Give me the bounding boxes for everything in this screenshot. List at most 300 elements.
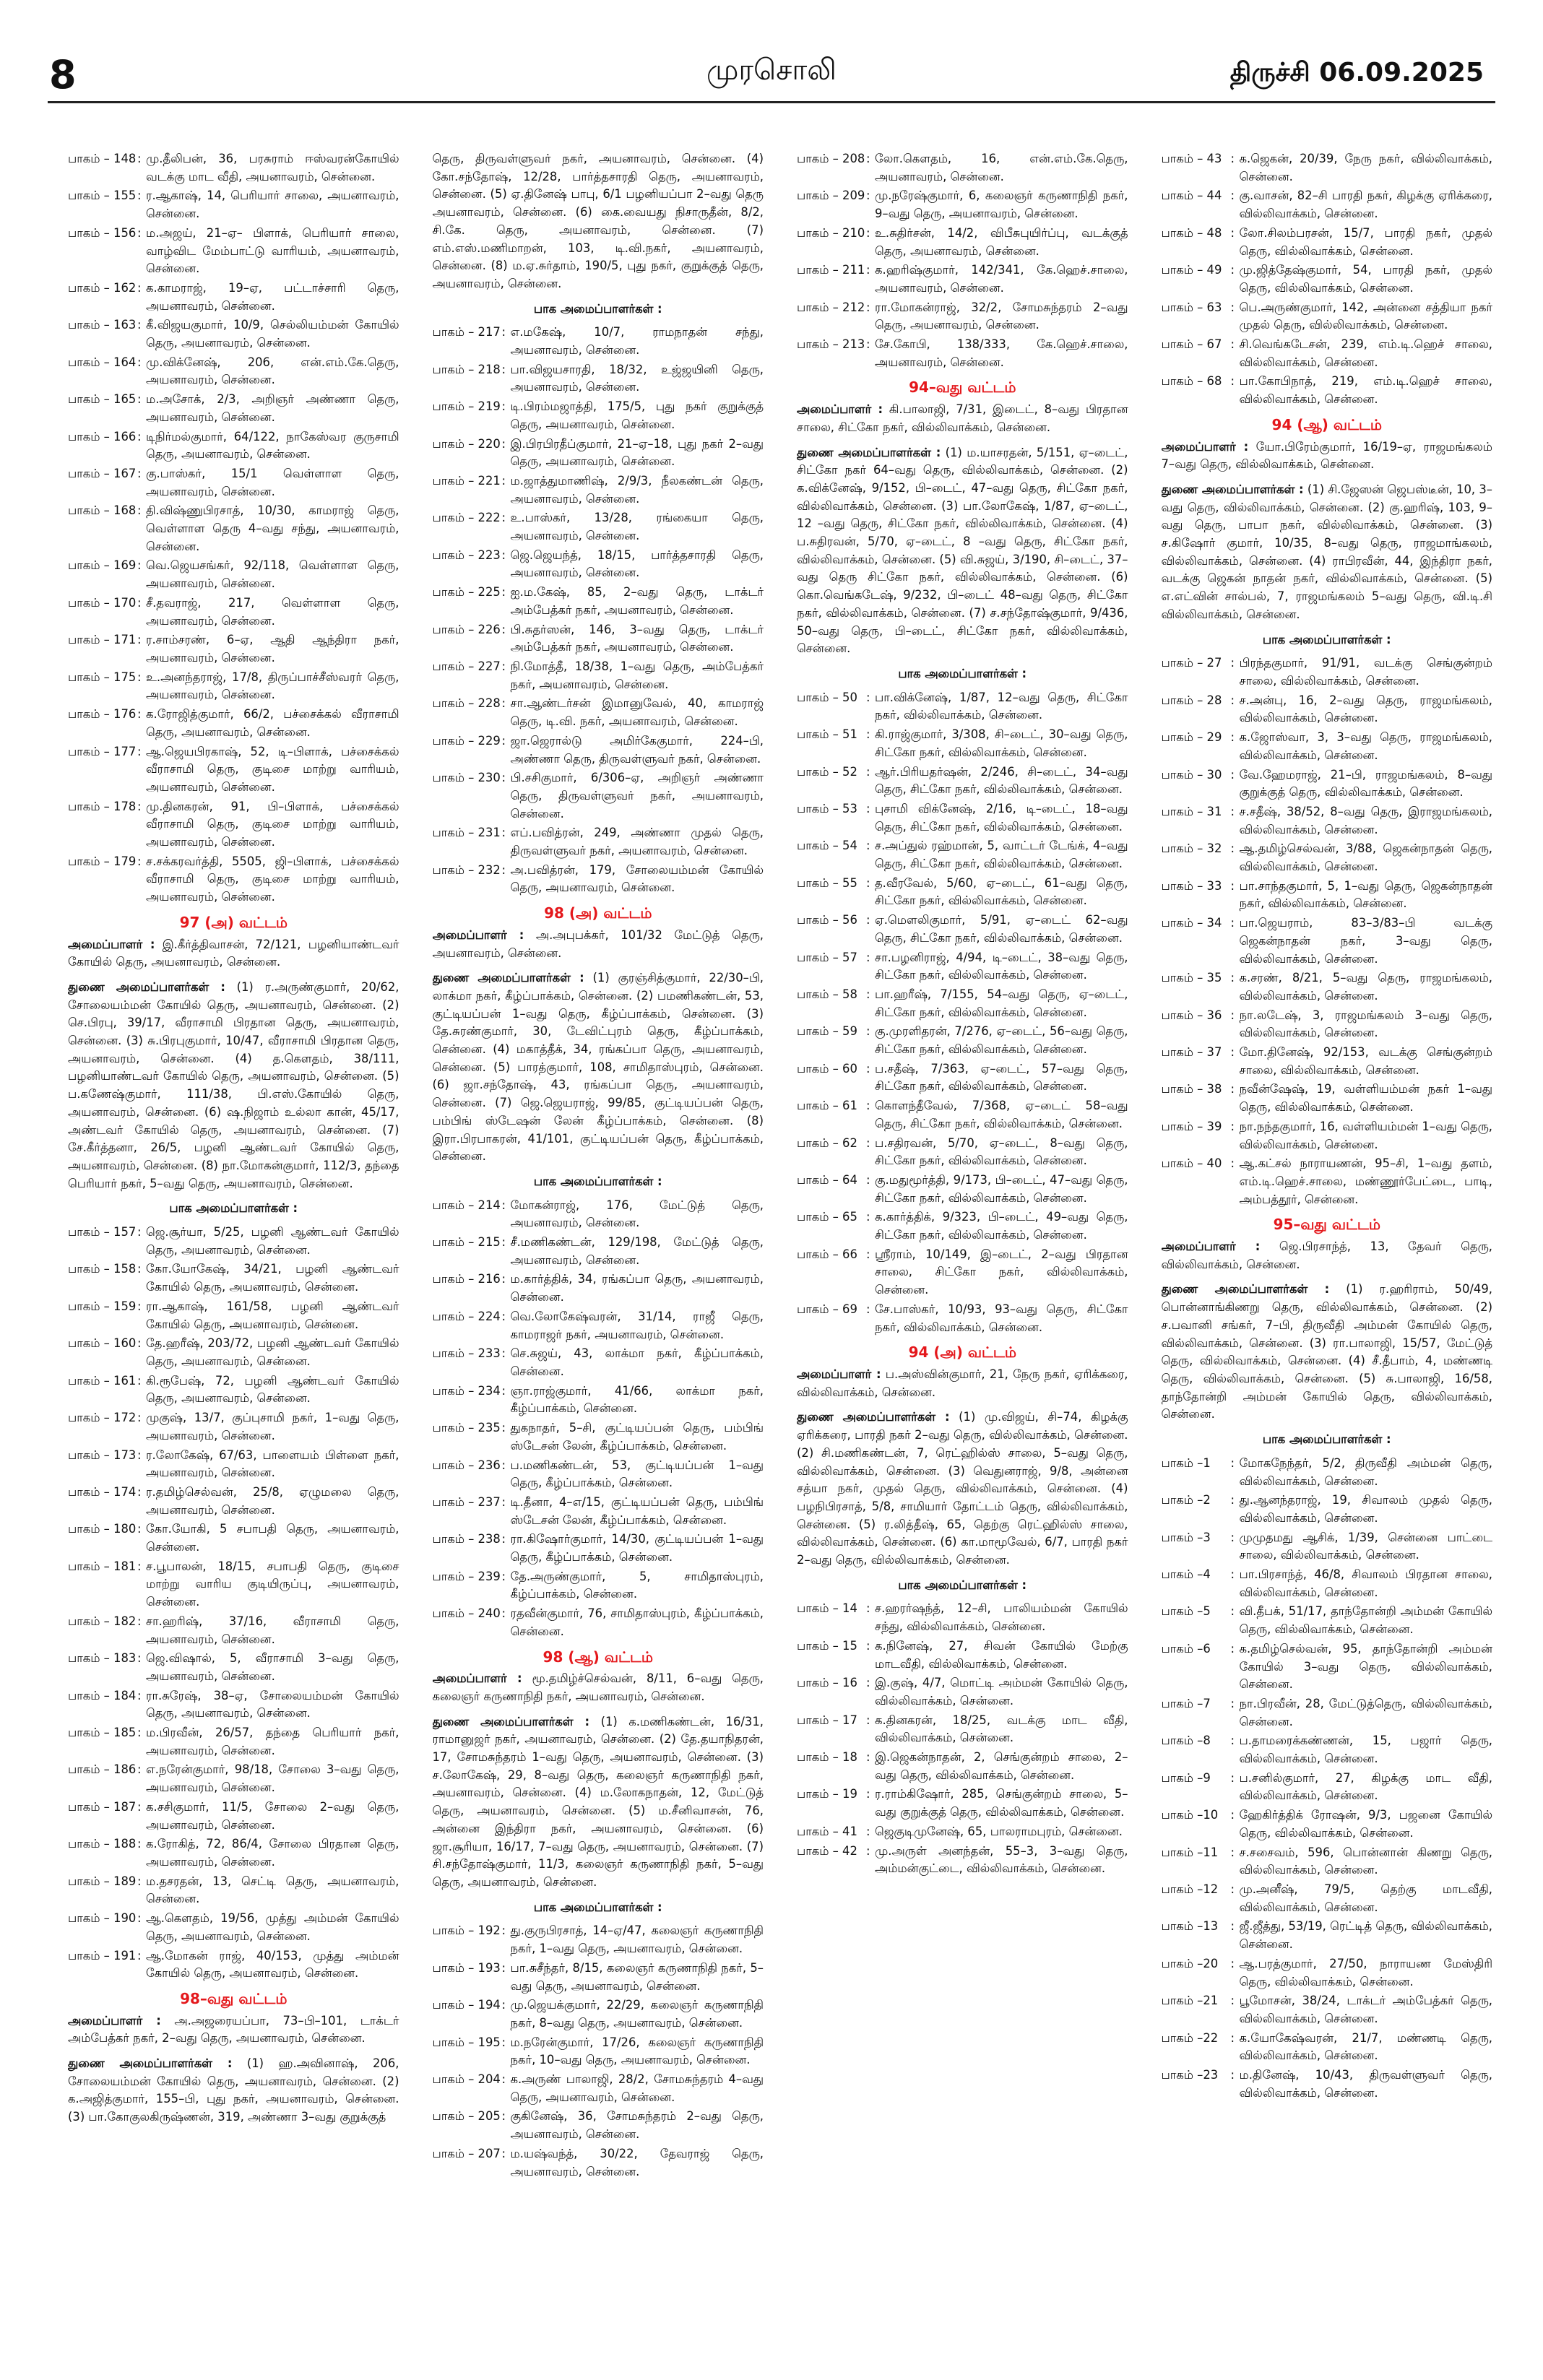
- label-colon: :: [501, 511, 506, 525]
- label-colon: :: [137, 744, 142, 758]
- booth-entry: [433, 1494, 764, 1529]
- label-colon: :: [501, 585, 506, 600]
- ward-heading: 98 (ஆ) வட்டம்: [543, 1648, 653, 1666]
- booth-label: பாகம் – 177: [68, 744, 137, 758]
- booth-label: பாகம் – 51: [797, 727, 857, 742]
- label-colon: :: [137, 1651, 142, 1666]
- organiser-role-label: துணை அமைப்பாளர்கள் :: [68, 2056, 233, 2071]
- label-colon: :: [1230, 225, 1235, 240]
- organiser-paragraph: [1162, 1281, 1493, 1424]
- booth-entry: [1162, 766, 1493, 802]
- booth-label: பாகம் – 166: [68, 429, 137, 443]
- booth-entry: [797, 1060, 1128, 1096]
- booth-entry: [1162, 1529, 1493, 1565]
- booth-entry: [797, 1172, 1128, 1207]
- booth-detail: பா.கோபிநாத், 219, எம்.டி.ஹெச் சாலை, வில்லிவாக்கம், சென்னை.: [1239, 374, 1492, 407]
- ward-heading: 98 (அ) வட்டம்: [544, 904, 652, 922]
- booth-label: பாகம் – 67: [1161, 337, 1222, 352]
- organiser-paragraph: [68, 936, 399, 972]
- booth-label: பாகம் –7: [1161, 1696, 1211, 1710]
- booth-label: பாகம் – 63: [1161, 300, 1222, 314]
- continued-paragraph: தெரு, திருவள்ளுவர் நகர், அயனாவரம், சென்னை. (4) கோ.சந்தோஷ், 12/28, பார்த்தசாரதி தெரு, அயனாவரம், சென்னை. (5) ஏ.தினேஷ் பாபு, 6/1 பழனியப்பா 2–வது தெரு அயனாவரம், சென்னை. (6) கை.வையது நிசாருதீன், 8/2, சி.கே. தெரு, அயனாவரம், சென்னை. (7) எம்.எஸ்.மணிமாறன், 103, டி.வி.நகர், அயனாவரம், சென்னை. (8) ம.ஏ.சுர்தாம், 190/5, புது நகர், குறுக்குத் தெரு, அயனாவரம், சென்னை.: [432, 152, 764, 290]
- booth-label: பாகம் – 234: [432, 1383, 501, 1398]
- booth-detail: முமுதமது ஆசிக், 1/39, சென்னை பாட்டை சாலை, வில்லிவாக்கம், சென்னை.: [1239, 1530, 1492, 1562]
- booth-entry: [1162, 1695, 1493, 1731]
- booth-label: பாகம் – 238: [432, 1532, 501, 1546]
- booth-detail: ச.ஹரர்ஷந்த், 12–சி, பாலியம்மன் கோயில் சந்து, வில்லிவாக்கம், சென்னை.: [875, 1601, 1128, 1634]
- booth-entry: [797, 1208, 1128, 1244]
- booth-label: பாகம் – 213: [797, 337, 865, 352]
- label-colon: :: [866, 300, 870, 314]
- label-colon: :: [137, 466, 142, 480]
- booth-label: பாகம் – 58: [797, 987, 857, 1001]
- label-colon: :: [1230, 1808, 1235, 1822]
- booth-label: பாகம் – 35: [1161, 971, 1222, 985]
- booth-entry: [68, 1447, 399, 1482]
- booth-label: பாகம் –1: [1161, 1455, 1211, 1470]
- organiser-role-label: அமைப்பாளர் :: [797, 1367, 881, 1381]
- label-colon: :: [866, 1210, 870, 1224]
- organiser-role-label: அமைப்பாளர் :: [68, 937, 155, 951]
- masthead-title: முரசொலி: [706, 53, 837, 87]
- booth-detail: ம.தினேஷ், 10/43, திருவள்ளுவர் தெரு, வில்லிவாக்கம், சென்னை.: [1239, 2068, 1492, 2100]
- booth-label: பாகம் – 56: [797, 913, 857, 927]
- booth-detail: சா.ஹரிஷ், 37/16, வீராசாமி தெரு, அயனாவரம், சென்னை.: [146, 1614, 399, 1646]
- booth-entry: [1162, 225, 1493, 260]
- booth-label: பாகம் – 156: [68, 225, 137, 240]
- booth-detail: ரா.ஆகாஷ், 161/58, பழனி ஆண்டவர் கோயில் தெரு, அயனாவரம், சென்னை.: [146, 1299, 399, 1331]
- booth-entry: [433, 2034, 764, 2069]
- booth-detail: பி.சசிகுமார், 6/306–ஏ, அறிஞர் அண்ணா தெரு, திருவள்ளுவர் நகர், அயனாவரம், சென்னை.: [510, 771, 764, 821]
- label-colon: :: [866, 1787, 870, 1801]
- booth-entry: [1162, 1044, 1493, 1079]
- booth-detail: சா.பழனிராஜ், 4/94, டி–டைட், 38–வது தெரு, சிட்கோ நகர், வில்லிவாக்கம், சென்னை.: [875, 950, 1128, 982]
- organiser-paragraph: [1162, 481, 1493, 624]
- booth-label: பாகம் – 165: [68, 392, 137, 407]
- booth-detail: ர.ராம்கிஷோர், 285, செங்குன்றம் சாலை, 5–வது குறுக்குத் தெரு, வில்லிவாக்கம், சென்னை.: [875, 1787, 1128, 1819]
- booth-label: பாகம் – 215: [432, 1235, 501, 1250]
- booth-entry: [433, 2108, 764, 2143]
- ward-heading: 94 (அ) வட்டம்: [908, 1343, 1016, 1362]
- booth-label: பாகம் – 15: [797, 1638, 857, 1653]
- booth-detail: வே.ஹேமராஜ், 21–பி, ராஜமங்கலம், 8–வது குறுக்குத் தெரு, வில்லிவாக்கம், சென்னை.: [1239, 767, 1492, 800]
- booth-label: பாகம் – 48: [1161, 225, 1222, 240]
- booth-label: பாகம் – 170: [68, 595, 137, 610]
- organiser-role-label: துணை அமைப்பாளர்கள் :: [797, 1410, 950, 1424]
- organiser-detail: அ.அபுபக்கர், 101/32 மேட்டுத் தெரு, அயனாவரம், சென்னை.: [432, 927, 764, 960]
- booth-label: பாகம் – 30: [1161, 767, 1222, 782]
- booth-organisers-subheading: பாக அமைப்பாளர்கள் :: [1262, 1432, 1391, 1447]
- booth-entry: [1162, 187, 1493, 222]
- label-colon: :: [137, 1411, 142, 1425]
- label-colon: :: [1230, 1770, 1235, 1785]
- booth-detail: க.தினகரன், 18/25, வடக்கு மாட வீதி, வில்லிவாக்கம், சென்னை.: [875, 1713, 1128, 1745]
- label-colon: :: [501, 1309, 506, 1323]
- booth-entry: [1162, 878, 1493, 913]
- booth-label: பாகம் – 220: [432, 436, 501, 451]
- booth-entry: [797, 800, 1128, 836]
- booth-label: பாகம் – 160: [68, 1336, 137, 1351]
- booth-label: பாகம் – 210: [797, 225, 865, 240]
- booth-entry: [68, 1260, 399, 1296]
- booth-detail: கோ.யோகி, 5 சபாபதி தெரு, அயனாவரம், சென்னை.: [146, 1522, 399, 1554]
- label-colon: :: [137, 189, 142, 203]
- booth-organisers-subheading: பாக அமைப்பாளர்கள் :: [533, 301, 662, 316]
- organiser-detail: ப.அஸ்வின்குமார், 21, நேரு நகர், ஏரிக்கரை, வில்லிவாக்கம், சென்னை.: [797, 1367, 1128, 1399]
- booth-entry: [797, 1712, 1128, 1747]
- booth-entry: [68, 669, 399, 704]
- booth-detail: கொளந்தீவேல், 7/368, ஏ–டைட் 58–வது தெரு, சிட்கோ நகர், வில்லிவாக்கம், சென்னை.: [875, 1099, 1128, 1130]
- label-colon: :: [137, 707, 142, 722]
- booth-detail: ம.பிரவீன், 26/57, தந்தை பெரியார் நகர், அயனாவரம், சென்னை.: [146, 1726, 399, 1757]
- booth-detail: குகினேஷ், 36, சோமசுந்தரம் 2–வது தெரு, அயனாவரம், சென்னை.: [510, 2109, 764, 2142]
- booth-entry: [68, 798, 399, 852]
- label-colon: :: [1230, 1567, 1235, 1582]
- booth-detail: க.ஜெகன், 20/39, நேரு நகர், வில்லிவாக்கம், சென்னை.: [1239, 152, 1492, 183]
- label-colon: :: [137, 799, 142, 813]
- booth-detail: க.ஜோஸ்வா, 3, 3–வது தெரு, ராஜமங்கலம், வில்லிவாக்கம், சென்னை.: [1239, 730, 1492, 762]
- booth-label: பாகம் – 18: [797, 1750, 857, 1765]
- booth-organisers-subheading: பாக அமைப்பாளர்கள் :: [533, 1900, 662, 1914]
- booth-label: பாகம் – 157: [68, 1225, 137, 1239]
- booth-detail: செ.சுஜய், 43, லாக்மா நகர், கீழ்ப்பாக்கம், சென்னை.: [510, 1346, 764, 1378]
- booth-detail: சீ.தவராஜ், 217, வெள்ளாள தெரு, அயனாவரம், சென்னை.: [146, 595, 399, 628]
- booth-label: பாகம் – 68: [1161, 374, 1222, 389]
- organiser-paragraph: [1162, 1238, 1493, 1273]
- booth-entry: [433, 398, 764, 433]
- booth-label: பாகம் – 31: [1161, 804, 1222, 818]
- organiser-detail: கி.பாலாஜி, 7/31, இடைட், 8–வது பிரதான சாலை, சிட்கோ நகர், வில்லிவாக்கம், சென்னை.: [797, 402, 1128, 434]
- booth-entry: [433, 472, 764, 508]
- organiser-role-label: அமைப்பாளர் :: [1161, 439, 1249, 454]
- organiser-paragraph: [68, 2055, 399, 2126]
- booth-label: பாகம் – 167: [68, 466, 137, 480]
- label-colon: :: [137, 1874, 142, 1888]
- booth-entry: [797, 1097, 1128, 1133]
- booth-label: பாகம் – 64: [797, 1172, 857, 1187]
- booth-entry: [797, 1749, 1128, 1784]
- booth-entry: [433, 732, 764, 768]
- booth-entry: [433, 1234, 764, 1269]
- booth-entry: [1162, 1770, 1493, 1805]
- booth-detail: பிரந்தகுமார், 91/91, வடக்கு செங்குன்றம் சாலை, வில்லிவாக்கம், சென்னை.: [1239, 656, 1492, 688]
- booth-label: பாகம் – 66: [797, 1247, 857, 1261]
- booth-entry: [433, 621, 764, 657]
- booth-entry: [1162, 729, 1493, 764]
- booth-label: பாகம் – 162: [68, 280, 137, 295]
- ward-heading: 97 (அ) வட்டம்: [179, 913, 288, 931]
- label-colon: :: [501, 1421, 506, 1435]
- organiser-role-label: அமைப்பாளர் :: [432, 1671, 522, 1686]
- booth-entry: [433, 1568, 764, 1604]
- label-colon: :: [866, 1601, 870, 1616]
- booth-label: பாகம் – 222: [432, 511, 501, 525]
- organiser-role-label: துணை அமைப்பாளர்கள் :: [1161, 482, 1304, 496]
- label-colon: :: [1230, 1493, 1235, 1507]
- booth-entry: [433, 824, 764, 860]
- label-colon: :: [866, 1061, 870, 1076]
- booth-entry: [1162, 1732, 1493, 1767]
- label-colon: :: [1230, 1008, 1235, 1022]
- label-colon: :: [1230, 878, 1235, 893]
- booth-entry: [433, 509, 764, 545]
- booth-detail: ம.யஷ்வந்த், 30/22, தேவராஜ் தெரு, அயனாவரம், சென்னை.: [510, 2146, 764, 2178]
- booth-label: பாகம் –2: [1161, 1493, 1211, 1507]
- label-colon: :: [501, 1960, 506, 1975]
- booth-detail: ஆ.கட்சல் நாராயணன், 95–சி, 1–வது தளம், எம்.டி.ஹெச்.சாலை, மண்ணூர்பேட்டை, பாடி, அம்பத்தூர், சென்னை.: [1239, 1156, 1492, 1206]
- label-colon: :: [1230, 693, 1235, 707]
- booth-label: பாகம் – 169: [68, 558, 137, 573]
- label-colon: :: [137, 1726, 142, 1740]
- label-colon: :: [137, 152, 142, 165]
- booth-label: பாகம் – 239: [432, 1569, 501, 1583]
- label-colon: :: [866, 987, 870, 1001]
- label-colon: :: [501, 696, 506, 711]
- booth-entry: [433, 584, 764, 619]
- booth-label: பாகம் – 172: [68, 1411, 137, 1425]
- booth-label: பாகம் – 186: [68, 1762, 137, 1777]
- booth-label: பாகம் – 188: [68, 1837, 137, 1851]
- booth-detail: கு.மதுமூர்த்தி, 9/173, பி–டைட், 47–வது தெரு, சிட்கோ நகர், வில்லிவாக்கம், சென்னை.: [875, 1172, 1128, 1205]
- booth-label: பாகம் – 69: [797, 1302, 857, 1316]
- booth-label: பாகம் – 214: [432, 1198, 501, 1212]
- booth-detail: டி.தீனா, 4–எ/15, குட்டியப்பன் தெரு, பம்பிங் ஸ்டேசன் லேன், கீழ்ப்பாக்கம், சென்னை.: [510, 1494, 764, 1527]
- label-colon: :: [501, 1998, 506, 2012]
- label-colon: :: [501, 1346, 506, 1361]
- label-colon: :: [1230, 1845, 1235, 1859]
- label-colon: :: [1230, 1530, 1235, 1544]
- booth-label: பாகம் – 235: [432, 1421, 501, 1435]
- booth-entry: [1162, 150, 1493, 186]
- label-colon: :: [501, 862, 506, 877]
- label-colon: :: [501, 548, 506, 562]
- booth-label: பாகம் – 42: [797, 1843, 857, 1858]
- booth-label: பாகம் – 27: [1161, 656, 1222, 670]
- booth-detail: மோ.தினேஷ், 92/153, வடக்கு செங்குன்றம் சாலை, வில்லிவாக்கம், சென்னை.: [1239, 1045, 1492, 1077]
- booth-detail: கி.ராஜ்குமார், 3/308, சி–டைட், 30–வது தெரு, சிட்கோ நகர், வில்லிவாக்கம், சென்னை.: [875, 727, 1128, 759]
- booth-label: பாகம் – 178: [68, 799, 137, 813]
- booth-entry: [68, 502, 399, 555]
- booth-entry: [1162, 1081, 1493, 1116]
- booth-label: பாகம் – 219: [432, 399, 501, 414]
- label-colon: :: [866, 1638, 870, 1653]
- organiser-detail: (1) க.மணிகண்டன், 16/31, ராமானுஜர் நகர், அயனாவரம், சென்னை. (2) தே.தயாநிதரன், 17, சோமசுந்தரம் 1–வது தெரு, அயனாவரம், சென்னை. (3) ச.லோகேஷ், 29, 8–வது தெரு, கலைஞர் கருணாநிதி நகர், அயனாவரம், சென்னை. (4) ம.லோகநாதன், 12, மேட்டுத் தெரு, அயனாவரம், சென்னை. (5) ம.சீனிவாசன், 76, அன்னை இந்திரா நகர், அயனாவரம், சென்னை. (6) ஜா.சூரியா, 16/17, 7–வது தெரு, அயனாவரம், சென்னை. (7) சி.சந்தோஷ்குமார், 11/3, கலைஞர் கருணாநிதி நகர், 5–வது தெரு, அயனாவரம், சென்னை.: [432, 1714, 764, 1889]
- booth-entry: [68, 1650, 399, 1685]
- ward-heading: 98–வது வட்டம்: [180, 1989, 288, 2007]
- booth-detail: ச.பூபாலன், 18/15, சபாபதி தெரு, குடிசை மாற்று வாரிய குடியிருப்பு, அயனாவரம், சென்னை.: [146, 1559, 399, 1609]
- booth-label: பாகம் – 174: [68, 1484, 137, 1499]
- page-number: 8: [49, 52, 77, 98]
- booth-entry: [1162, 914, 1493, 968]
- booth-detail: சி.வெங்கடேசன், 239, எம்.டி.ஹெச் சாலை, வில்லிவாக்கம், சென்னை.: [1239, 337, 1492, 369]
- booth-detail: எப்.பவித்ரன், 249, அண்ணா முதல் தெரு, திருவள்ளுவர் நகர், அயனாவரம், சென்னை.: [510, 826, 764, 858]
- booth-label: பாகம் – 211: [797, 263, 865, 277]
- booth-entry: [797, 875, 1128, 910]
- booth-detail: ஜெகுடிமுனேஷ், 65, பாலராமபுரம், சென்னை.: [875, 1824, 1123, 1838]
- booth-entry: [797, 1600, 1128, 1635]
- label-colon: :: [1230, 2068, 1235, 2082]
- label-colon: :: [501, 325, 506, 339]
- label-colon: :: [137, 1688, 142, 1702]
- booth-entry: [433, 1345, 764, 1380]
- organiser-role-label: துணை அமைப்பாளர்கள் :: [1161, 1282, 1330, 1297]
- booth-entry: [433, 1271, 764, 1306]
- booth-entry: [797, 912, 1128, 947]
- booth-label: பாகம் – 17: [797, 1713, 857, 1727]
- booth-detail: க.ரோஜித்குமார், 66/2, பச்சைக்கல் வீராசாமி தெரு, அயனாவரம், சென்னை.: [146, 707, 399, 739]
- booth-entry: [433, 361, 764, 397]
- label-colon: :: [501, 771, 506, 785]
- booth-detail: ப.சதீஷ், 7/363, ஏ–டைட், 57–வது தெரு, சிட்கோ நகர், வில்லிவாக்கம், சென்னை.: [875, 1061, 1128, 1094]
- booth-detail: தே.ஹரீஷ், 203/72, பழனி ஆண்டவர் கோயில் தெரு, அயனாவரம், சென்னை.: [146, 1336, 399, 1368]
- booth-entry: [797, 1786, 1128, 1821]
- booth-label: பாகம் –20: [1161, 1956, 1219, 1970]
- booth-detail: ரா.மோகன்ராஜ், 32/2, சோமசுந்தரம் 2–வது தெரு, அயனாவரம், சென்னை.: [875, 300, 1128, 332]
- booth-entry: [433, 1382, 764, 1418]
- label-colon: :: [866, 1713, 870, 1727]
- booth-organisers-subheading: பாக அமைப்பாளர்கள் :: [898, 1578, 1027, 1592]
- booth-entry: [433, 1605, 764, 1640]
- booth-entry: [1162, 1955, 1493, 1991]
- booth-entry: [433, 547, 764, 582]
- booth-label: பாகம் – 62: [797, 1135, 857, 1150]
- organiser-detail: இ.கீர்த்திவாசன், 72/121, பழனியாண்டவர் கோயில் தெரு, அயனாவரம், சென்னை.: [68, 937, 399, 969]
- booth-entry: [68, 1372, 399, 1408]
- label-colon: :: [1230, 971, 1235, 985]
- booth-entry: [1162, 1007, 1493, 1042]
- label-colon: :: [501, 1383, 506, 1398]
- booth-detail: பா.விக்னேஷ், 1/87, 12–வது தெரு, சிட்கோ நகர், வில்லிவாக்கம், சென்னை.: [875, 690, 1128, 722]
- label-colon: :: [1230, 2030, 1235, 2045]
- booth-detail: ரதவீன்குமார், 76, சாமிதாஸ்புரம், கீழ்ப்பாக்கம், சென்னை.: [510, 1606, 764, 1638]
- booth-entry: [797, 150, 1128, 186]
- booth-entry: [797, 726, 1128, 761]
- label-colon: :: [866, 189, 870, 203]
- label-colon: :: [1230, 1956, 1235, 1970]
- booth-label: பாகம் – 161: [68, 1373, 137, 1388]
- booth-label: பாகம் – 33: [1161, 878, 1222, 893]
- booth-label: பாகம் – 159: [68, 1299, 137, 1313]
- booth-label: பாகம் – 225: [432, 585, 501, 600]
- booth-organisers-subheading: பாக அமைப்பாளர்கள் :: [533, 1174, 662, 1188]
- booth-entry: [797, 1843, 1128, 1878]
- booth-label: பாகம் –13: [1161, 1919, 1219, 1934]
- booth-detail: மோகன்ராஜ், 176, மேட்டுத் தெரு, அயனாவரம், சென்னை.: [510, 1198, 764, 1230]
- label-colon: :: [137, 1336, 142, 1351]
- booth-detail: ர.ஆகாஷ், 14, பெரியார் சாலை, அயனாவரம், சென்னை.: [146, 189, 399, 221]
- booth-detail: பெ.அருண்குமார், 142, அன்னை சத்தியா நகர் முதல் தெரு, வில்லிவாக்கம், சென்னை.: [1239, 300, 1492, 332]
- booth-entry: [68, 187, 399, 222]
- booth-label: பாகம் – 181: [68, 1559, 137, 1573]
- booth-label: பாகம் – 189: [68, 1874, 137, 1888]
- label-colon: :: [501, 733, 506, 748]
- booth-detail: ச.அன்பு, 16, 2–வது தெரு, ராஜமங்கலம், வில்லிவாக்கம், சென்னை.: [1239, 693, 1492, 725]
- label-colon: :: [137, 1299, 142, 1313]
- booth-label: பாகம் – 158: [68, 1262, 137, 1276]
- label-colon: :: [866, 263, 870, 277]
- booth-label: பாகம் – 195: [432, 2035, 501, 2049]
- booth-detail: நா.லடேஷ், 3, ராஜமங்கலம் 3–வது தெரு, வில்லிவாக்கம், சென்னை.: [1239, 1008, 1492, 1040]
- booth-label: பாகம் – 233: [432, 1346, 501, 1361]
- label-colon: :: [1230, 263, 1235, 277]
- booth-entry: [433, 769, 764, 823]
- label-colon: :: [501, 1494, 506, 1509]
- booth-detail: ப.சனில்குமார், 27, கிழக்கு மாட வீதி, வில்லிவாக்கம், சென்னை.: [1239, 1770, 1492, 1803]
- label-colon: :: [501, 826, 506, 840]
- organiser-detail: (1) குரஞ்சித்குமார், 22/30–பி, லாக்மா நகர், கீழ்ப்பாக்கம், சென்னை. (2) பமணிகண்டன், 53, குட்டியப்பன் 1–வது தெரு, கீழ்ப்பாக்கம், சென்னை. (3) தே.சுரண்குமார், 30, டேவிட்புரம் தெரு, கீழ்ப்பாக்கம், சென்னை. (4) மகாத்தீக், 34, ரங்கப்பா தெரு, அயனாவரம், சென்னை. (5) பாரத்குமார், 108, சாமிதாஸ்புரம், சென்னை. (6) ஜா.சந்தோஷ், 43, ரங்கப்பா தெரு, அயனாவரம், சென்னை. (7) ஜெ.ஜெயராஜ், 99/85, குட்டியப்பன் தெரு, பம்பிங் ஸ்டேஷன் லேன் கீழ்ப்பாக்கம், சென்னை. (8) இரா.பிரபாகரன், 41/101, குட்டியப்பன் தெரு, கீழ்ப்பாக்கம், சென்னை.: [432, 971, 764, 1164]
- booth-detail: க.சரண், 8/21, 5–வது தெரு, ராஜமங்கலம், வில்லிவாக்கம், சென்னை.: [1239, 971, 1492, 1003]
- booth-detail: க.அருண் பாலாஜி, 28/2, சோமசுந்தரம் 4–வது தெரு, அயனாவரம், சென்னை.: [510, 2072, 764, 2104]
- booth-organisers-subheading: பாக அமைப்பாளர்கள் :: [169, 1201, 298, 1216]
- booth-label: பாகம் – 226: [432, 622, 501, 636]
- booth-label: பாகம் – 187: [68, 1799, 137, 1814]
- booth-entry: [1162, 654, 1493, 690]
- label-colon: :: [866, 1750, 870, 1765]
- booth-label: பாகம் – 184: [68, 1688, 137, 1702]
- header-rule: [48, 101, 1495, 103]
- booth-label: பாகம் – 217: [432, 325, 501, 339]
- booth-detail: நா.பிரவீன், 28, மேட்டுத்தெரு, வில்லிவாக்கம், சென்னை.: [1239, 1696, 1492, 1728]
- booth-detail: மோகநேந்தர், 5/2, திருவீதி அம்மன் தெரு, வில்லிவாக்கம், சென்னை.: [1239, 1455, 1492, 1488]
- label-colon: :: [866, 1172, 870, 1187]
- booth-label: பாகம் – 43: [1161, 152, 1222, 165]
- booth-detail: மு.அருள் அனந்தன், 55–3, 3–வது தெரு, அம்மன்குட்டை, வில்லிவாக்கம், சென்னை.: [875, 1843, 1128, 1876]
- label-colon: :: [866, 690, 870, 704]
- booth-detail: ர.லோகேஷ், 67/63, பாளையம் பிள்ளை நகர், அயனாவரம், சென்னை.: [146, 1448, 399, 1480]
- booth-label: பாகம் – 60: [797, 1061, 857, 1076]
- booth-entry: [68, 743, 399, 797]
- booth-label: பாகம் – 175: [68, 670, 137, 684]
- booth-label: பாகம் – 179: [68, 854, 137, 868]
- booth-entry: [797, 1023, 1128, 1058]
- booth-entry: [797, 689, 1128, 724]
- booth-entry: [68, 1947, 399, 1983]
- organiser-paragraph: [68, 979, 399, 1193]
- booth-label: பாகம் –23: [1161, 2068, 1219, 2082]
- label-colon: :: [1230, 1455, 1235, 1470]
- organiser-detail: மூ.தமிழ்ச்செல்வன், 8/11, 6–வது தெரு, கலைஞர் கருணாநிதி நகர், அயனாவரம், சென்னை.: [432, 1671, 764, 1703]
- organiser-paragraph: [433, 1713, 764, 1892]
- edition-date: திருச்சி 06.09.2025: [1229, 58, 1484, 87]
- organiser-detail: அ.அஜரையப்பா, 73–பி–101, டாக்டர் அம்பேத்கர் நகர், 2–வது தெரு, அயனாவரம், சென்னை.: [68, 2013, 399, 2046]
- label-colon: :: [137, 1373, 142, 1388]
- booth-label: பாகம் – 237: [432, 1494, 501, 1509]
- organiser-role-label: துணை அமைப்பாளர்கள் :: [797, 445, 941, 459]
- booth-entry: [433, 1996, 764, 2032]
- booth-entry: [433, 324, 764, 359]
- organiser-detail: ஜெ.பிரசாந்த், 13, தேவர் தெரு, வில்லிவாக்கம், சென்னை.: [1161, 1239, 1492, 1271]
- booth-detail: கு.வாசன், 82–சி பாரதி நகர், கிழக்கு ஏரிக்கரை, வில்லிவாக்கம், சென்னை.: [1239, 189, 1492, 221]
- booth-entry: [433, 862, 764, 897]
- booth-detail: பா.சுசீந்தர், 8/15, கலைஞர் கருணாநிதி நகர், 5–வது தெரு, அயனாவரம், சென்னை.: [510, 1960, 764, 1993]
- booth-entry: [433, 1531, 764, 1566]
- booth-entry: [68, 1335, 399, 1370]
- booth-detail: பூமோசன், 38/24, டாக்டர் அம்பேத்கர் தெரு, வில்லிவாக்கம், சென்னை.: [1239, 1994, 1492, 2025]
- booth-entry: [68, 853, 399, 906]
- booth-detail: ஜா.ஜெரால்டு அமிர்கேகுமார், 224–பி, அண்ணா தெரு, திருவள்ளுவர் நகர், சென்னை.: [510, 733, 764, 766]
- organiser-paragraph: [433, 927, 764, 962]
- booth-detail: லோ.கௌதம், 16, என்.எம்.கே.தெரு, அயனாவரம், சென்னை.: [875, 152, 1128, 183]
- booth-detail: முகுஷ், 13/7, குப்புசாமி நகர், 1–வது தெரு, அயனாவரம், சென்னை.: [146, 1411, 399, 1442]
- booth-entry: [68, 1520, 399, 1556]
- booth-label: பாகம் – 28: [1161, 693, 1222, 707]
- organiser-paragraph: [797, 1366, 1128, 1401]
- booth-label: பாகம் –11: [1161, 1845, 1219, 1859]
- booth-detail: க.ஹரிஷ்குமார், 142/341, கே.ஹெச்.சாலை, அயனாவரம், சென்னை.: [875, 263, 1128, 295]
- booth-detail: கி.ரூபேஷ், 72, பழனி ஆண்டவர் கோயில் தெரு, அயனாவரம், சென்னை.: [146, 1373, 399, 1406]
- booth-label: பாகம் – 176: [68, 707, 137, 722]
- booth-entry: [797, 1823, 1128, 1841]
